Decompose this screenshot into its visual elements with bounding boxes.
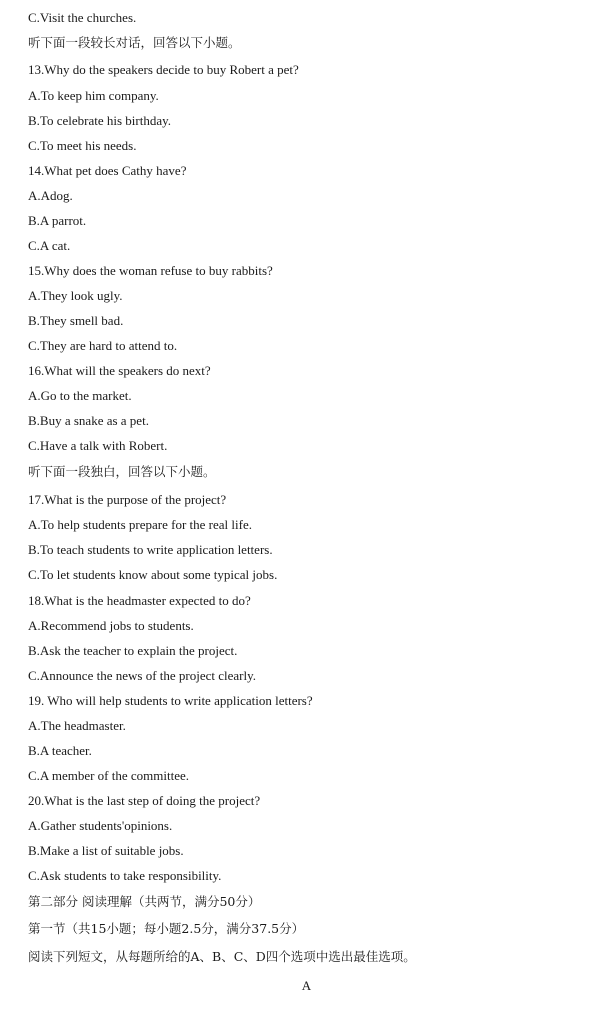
option-c-q17: C.To let students know about some typical jobs. <box>28 567 278 582</box>
passage-label: A <box>301 978 312 993</box>
part-two-heading: 第二部分 阅读理解（共两节，满分50分） <box>28 894 261 909</box>
option-c-q19: C.A member of the committee. <box>28 768 190 783</box>
option-a-q19: A.The headmaster. <box>28 718 126 733</box>
option-c-q15: C.They are hard to attend to. <box>28 338 178 353</box>
option-b-q17: B.To teach students to write application letters. <box>28 542 273 557</box>
option-a-q13: A.To keep him company. <box>28 88 159 103</box>
option-b-q14: B.A parrot. <box>28 213 87 228</box>
option-a-q17: A.To help students prepare for the real life. <box>28 517 252 532</box>
option-c-q12: C.Visit the churches. <box>28 10 137 25</box>
option-c-q18: C.Announce the news of the project clearly. <box>28 668 257 683</box>
option-c-q16: C.Have a talk with Robert. <box>28 438 168 453</box>
option-b-q19: B.A teacher. <box>28 743 92 758</box>
option-b-q13: B.To celebrate his birthday. <box>28 113 172 128</box>
option-b-q15: B.They smell bad. <box>28 313 124 328</box>
question-19: 19. Who will help students to write application letters? <box>28 693 313 708</box>
section-one-heading: 第一节（共15小题；每小题2.5分，满分37.5分） <box>28 921 305 936</box>
question-13: 13.Why do the speakers decide to buy Robert a pet? <box>28 62 299 77</box>
question-20: 20.What is the last step of doing the project? <box>28 793 261 808</box>
section-instruction-monologue: 听下面一段独白，回答以下小题。 <box>28 464 216 479</box>
section-instruction-dialogue: 听下面一段较长对话，回答以下小题。 <box>28 35 241 50</box>
option-a-q15: A.They look ugly. <box>28 288 123 303</box>
option-c-q13: C.To meet his needs. <box>28 138 137 153</box>
question-17: 17.What is the purpose of the project? <box>28 492 227 507</box>
option-a-q20: A.Gather students'opinions. <box>28 818 173 833</box>
option-a-q18: A.Recommend jobs to students. <box>28 618 194 633</box>
question-15: 15.Why does the woman refuse to buy rabbits? <box>28 263 273 278</box>
option-b-q18: B.Ask the teacher to explain the project. <box>28 643 238 658</box>
question-16: 16.What will the speakers do next? <box>28 363 211 378</box>
option-a-q16: A.Go to the market. <box>28 388 132 403</box>
option-a-q14: A.Adog. <box>28 188 73 203</box>
option-b-q16: B.Buy a snake as a pet. <box>28 413 149 428</box>
option-c-q20: C.Ask students to take responsibility. <box>28 868 222 883</box>
option-b-q20: B.Make a list of suitable jobs. <box>28 843 184 858</box>
reading-instruction: 阅读下列短文，从每题所给的A、B、C、D四个选项中选出最佳选项。 <box>28 949 416 964</box>
question-18: 18.What is the headmaster expected to do? <box>28 593 251 608</box>
option-c-q14: C.A cat. <box>28 238 71 253</box>
question-14: 14.What pet does Cathy have? <box>28 163 187 178</box>
